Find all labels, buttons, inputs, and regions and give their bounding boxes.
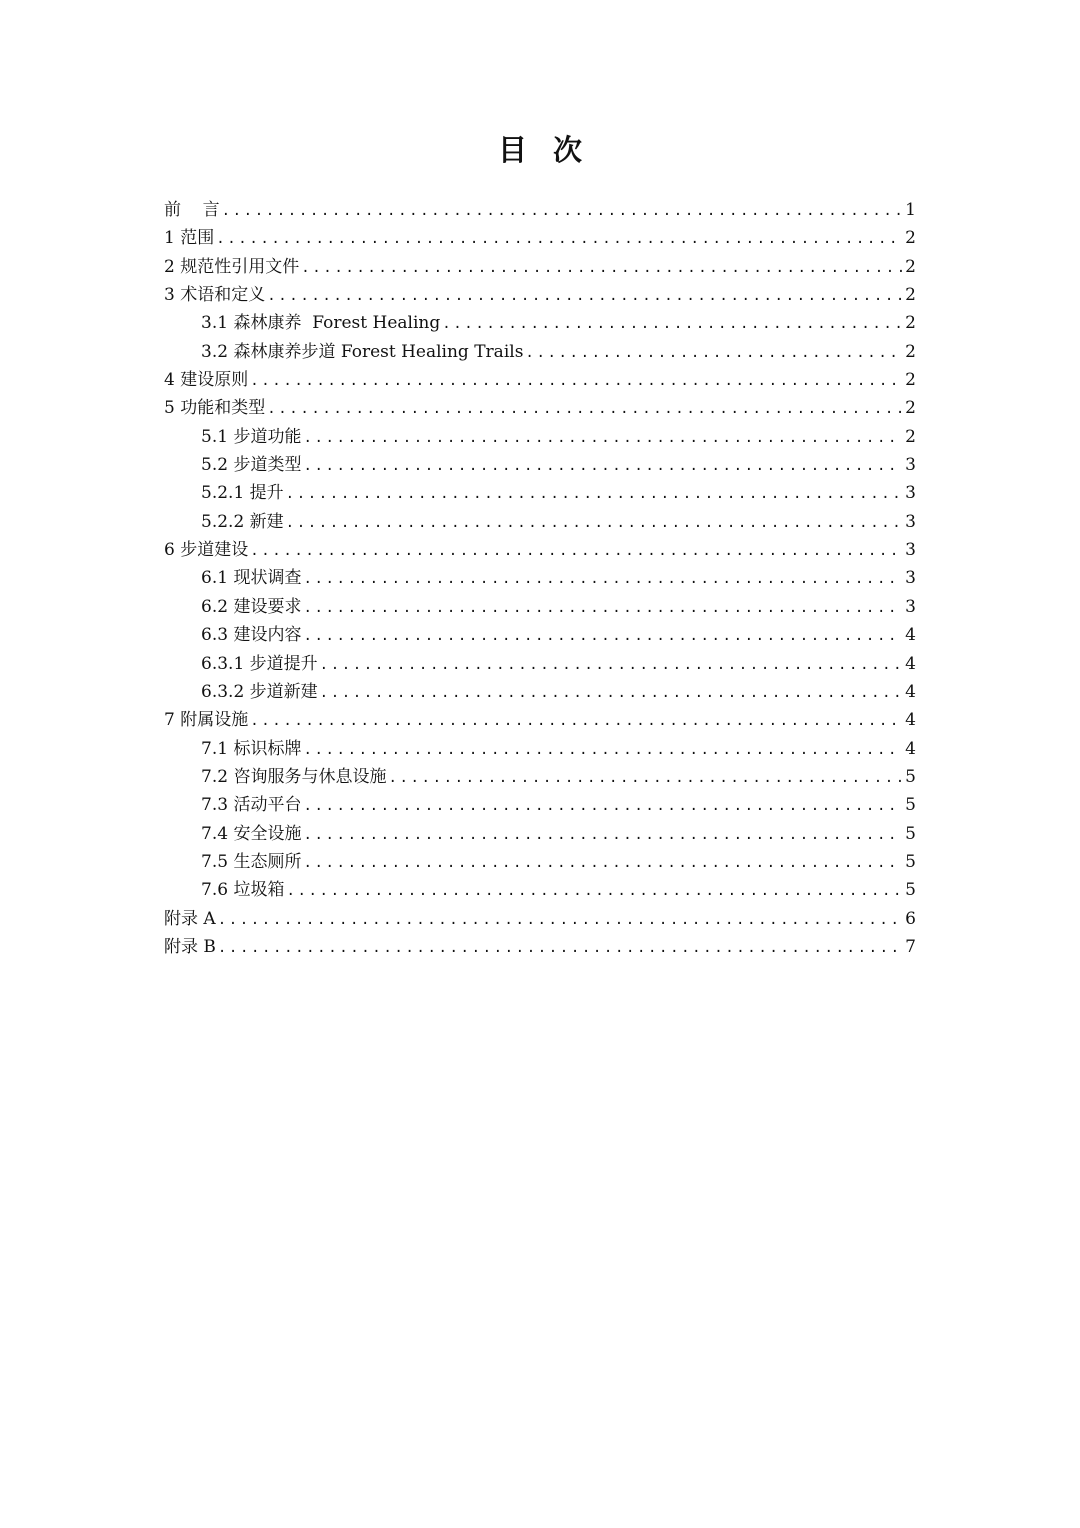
toc-dot-leader [250,707,902,735]
toc-entry-2[interactable] [164,253,916,281]
toc-page-number: 3 [905,568,916,589]
toc-entry-label: 6.3 建设内容 [201,625,302,646]
toc-page-number: 2 [905,285,916,306]
toc-page-number: 2 [905,256,916,277]
toc-entry-16[interactable] [164,650,916,678]
toc-page-number: 3 [905,596,916,617]
toc-entry-10[interactable] [164,479,916,507]
toc-page-number: 2 [905,426,916,447]
toc-dot-leader [303,594,902,622]
toc-dot-leader [216,225,902,253]
toc-page-number: 2 [905,313,916,334]
toc-page-number: 5 [905,766,916,787]
toc-entry-11[interactable] [164,508,916,536]
toc-entry-5[interactable] [164,338,916,366]
toc-entry-7[interactable] [164,394,916,422]
toc-dot-leader [303,622,902,650]
toc-entry-0[interactable] [164,196,916,224]
toc-page-number: 4 [905,625,916,646]
toc-entry-13[interactable] [164,564,916,592]
toc-page-number: 5 [905,823,916,844]
toc-page-number: 2 [905,228,916,249]
toc-dot-leader [222,197,902,225]
toc-entry-label: 6.1 现状调查 [201,568,302,589]
title-part-1: 目 [497,133,527,167]
toc-entry-label: 3.2 森林康养步道 Forest Healing Trails [201,341,524,362]
toc-dot-leader [267,282,902,310]
toc-entry-label: 6 步道建设 [164,540,249,561]
toc-entry-label: 2 规范性引用文件 [164,256,300,277]
toc-dot-leader [303,452,902,480]
toc-page-number: 5 [905,880,916,901]
table-of-contents [164,196,916,961]
toc-dot-leader [303,424,902,452]
toc-page-number: 4 [905,653,916,674]
toc-entry-22[interactable] [164,820,916,848]
toc-dot-leader [218,906,902,934]
toc-dot-leader [218,934,902,962]
toc-entry-label: 7 附属设施 [164,710,249,731]
toc-page-number: 3 [905,483,916,504]
toc-entry-6[interactable] [164,366,916,394]
toc-page-number: 2 [905,370,916,391]
toc-entry-label: 7.4 安全设施 [201,823,302,844]
toc-entry-8[interactable] [164,423,916,451]
toc-entry-17[interactable] [164,678,916,706]
toc-entry-18[interactable] [164,706,916,734]
toc-dot-leader [286,509,902,537]
toc-entry-23[interactable] [164,848,916,876]
toc-entry-label: 5 功能和类型 [164,398,266,419]
toc-dot-leader [267,395,902,423]
toc-dot-leader [320,651,902,679]
toc-dot-leader [525,339,902,367]
toc-dot-leader [303,565,902,593]
toc-dot-leader [303,849,902,877]
toc-entry-label: 前 言 [164,200,220,220]
toc-dot-leader [303,821,902,849]
toc-page-number: 3 [905,455,916,476]
toc-entry-14[interactable] [164,593,916,621]
toc-page-number: 6 [905,908,916,929]
toc-page-number: 5 [905,795,916,816]
toc-entry-label: 7.5 生态厕所 [201,851,302,872]
toc-page-number: 3 [905,540,916,561]
toc-entry-label: 6.3.1 步道提升 [201,653,318,674]
toc-page-number: 3 [905,511,916,532]
toc-dot-leader [250,367,902,395]
toc-dot-leader [250,537,902,565]
toc-entry-12[interactable] [164,536,916,564]
toc-page-number: 7 [905,936,916,957]
toc-entry-label: 7.2 咨询服务与休息设施 [201,766,387,787]
toc-entry-label: 4 建设原则 [164,370,249,391]
toc-page-number: 4 [905,738,916,759]
toc-page-number: 2 [905,398,916,419]
title-part-2: 次 [553,133,583,167]
toc-entry-label: 6.2 建设要求 [201,596,302,617]
toc-entry-19[interactable] [164,735,916,763]
toc-entry-21[interactable] [164,791,916,819]
toc-dot-leader [442,310,902,338]
page-title [0,128,1080,172]
toc-entry-15[interactable] [164,621,916,649]
toc-page-number: 5 [905,851,916,872]
toc-entry-3[interactable] [164,281,916,309]
toc-entry-label: 1 范围 [164,228,215,249]
toc-entry-label: 附录 B [164,936,216,957]
toc-entry-24[interactable] [164,876,916,904]
toc-dot-leader [286,877,902,905]
toc-page-number: 4 [905,681,916,702]
toc-page-number: 1 [905,200,916,220]
toc-entry-label: 3.1 森林康养 Forest Healing [201,313,441,334]
toc-entry-label: 5.2.2 新建 [201,511,284,532]
toc-entry-4[interactable] [164,309,916,337]
toc-dot-leader [286,480,902,508]
toc-entry-label: 6.3.2 步道新建 [201,681,318,702]
toc-entry-26[interactable] [164,933,916,961]
toc-dot-leader [303,792,902,820]
toc-entry-label: 7.1 标识标牌 [201,738,302,759]
toc-entry-label: 7.3 活动平台 [201,795,302,816]
toc-dot-leader [320,679,902,707]
toc-dot-leader [303,736,902,764]
toc-page-number: 4 [905,710,916,731]
toc-entry-25[interactable] [164,905,916,933]
toc-entry-label: 5.2.1 提升 [201,483,284,504]
toc-entry-20[interactable] [164,763,916,791]
toc-entry-label: 5.2 步道类型 [201,455,302,476]
toc-dot-leader [301,254,902,282]
toc-entry-label: 附录 A [164,908,216,929]
toc-entry-label: 3 术语和定义 [164,285,266,306]
toc-page-number: 2 [905,341,916,362]
toc-dot-leader [388,764,902,792]
toc-entry-label: 5.1 步道功能 [201,426,302,447]
toc-entry-9[interactable] [164,451,916,479]
toc-entry-1[interactable] [164,224,916,252]
toc-entry-label: 7.6 垃圾箱 [201,880,285,901]
